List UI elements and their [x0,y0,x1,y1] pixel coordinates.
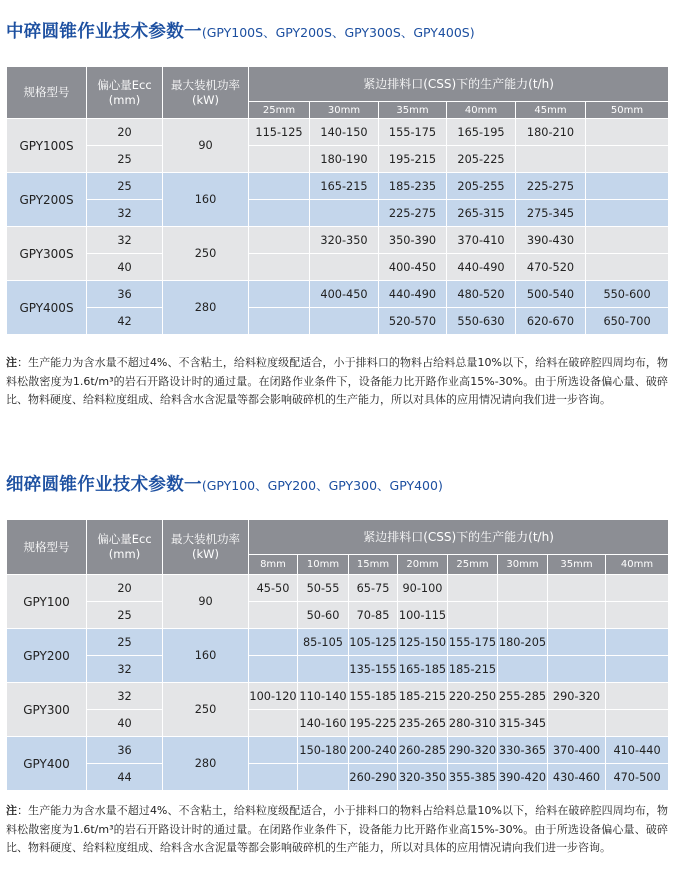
ecc-cell: 20 [87,119,163,146]
capacity-cell: 390-430 [516,227,586,254]
section1-title-sub: (GPY100S、GPY200S、GPY300S、GPY400S) [201,25,475,40]
model-cell: GPY400S [7,281,87,335]
capacity-cell: 350-390 [379,227,447,254]
capacity-cell [249,764,298,791]
header-ecc-label: 偏心量Ecc [97,77,152,92]
header-css-size: 30mm [310,102,379,119]
capacity-cell [606,656,669,683]
capacity-cell: 265-315 [447,200,516,227]
capacity-cell: 470-520 [516,254,586,281]
capacity-cell: 185-215 [398,683,448,710]
capacity-cell: 85-105 [298,629,349,656]
capacity-cell: 200-240 [349,737,398,764]
capacity-cell: 290-320 [448,737,498,764]
ecc-cell: 40 [87,254,163,281]
capacity-cell: 280-310 [448,710,498,737]
model-cell: GPY200 [7,629,87,683]
capacity-cell: 220-250 [448,683,498,710]
spec-table-medium [6,66,669,335]
capacity-cell: 620-670 [516,308,586,335]
capacity-cell: 180-190 [310,146,379,173]
capacity-cell: 480-520 [447,281,516,308]
capacity-cell: 400-450 [379,254,447,281]
capacity-cell: 100-120 [249,683,298,710]
capacity-cell: 165-195 [447,119,516,146]
capacity-cell [606,683,669,710]
capacity-cell [448,602,498,629]
capacity-cell: 65-75 [349,575,398,602]
header-model: 规格型号 [7,520,87,575]
table-row [7,710,669,737]
ecc-cell: 32 [87,656,163,683]
capacity-cell [586,254,669,281]
table-row [7,683,669,710]
header-power-label: 最大装机功率 [171,532,240,546]
header-ecc-unit: (mm) [108,547,141,561]
header-ecc-unit: (mm) [108,92,141,107]
capacity-cell [516,146,586,173]
power-cell: 160 [163,629,249,683]
capacity-cell: 105-125 [349,629,398,656]
header-css-size: 25mm [448,555,498,575]
capacity-cell: 390-420 [498,764,548,791]
capacity-cell: 260-285 [398,737,448,764]
capacity-cell: 70-85 [349,602,398,629]
ecc-cell: 44 [87,764,163,791]
ecc-cell: 25 [87,173,163,200]
header-row [7,67,669,102]
capacity-cell: 165-215 [310,173,379,200]
capacity-cell [498,575,548,602]
capacity-cell: 135-155 [349,656,398,683]
ecc-cell: 40 [87,710,163,737]
capacity-cell: 185-235 [379,173,447,200]
capacity-cell [586,173,669,200]
model-cell: GPY300 [7,683,87,737]
capacity-cell [249,200,310,227]
capacity-cell [249,227,310,254]
capacity-cell: 195-225 [349,710,398,737]
note-2 [6,802,668,858]
table-row [7,200,669,227]
table-row [7,656,669,683]
header-power-unit: (kW) [191,92,219,107]
power-cell: 250 [163,683,249,737]
capacity-cell [249,281,310,308]
capacity-cell [249,737,298,764]
header-ecc [87,520,163,575]
capacity-cell: 290-320 [548,683,606,710]
table-row [7,119,669,146]
capacity-cell [249,710,298,737]
capacity-cell: 260-290 [349,764,398,791]
power-cell: 90 [163,119,249,173]
capacity-cell [249,656,298,683]
table-row [7,254,669,281]
table-row [7,575,669,602]
capacity-cell: 155-175 [448,629,498,656]
header-css-size: 50mm [586,102,669,119]
ecc-cell: 36 [87,281,163,308]
capacity-cell: 355-385 [448,764,498,791]
header-css-size: 25mm [249,102,310,119]
capacity-cell: 650-700 [586,308,669,335]
model-cell: GPY100 [7,575,87,629]
capacity-cell [586,146,669,173]
header-row [7,520,669,555]
header-css-size: 35mm [379,102,447,119]
capacity-cell [548,629,606,656]
table-row [7,764,669,791]
capacity-cell: 440-490 [379,281,447,308]
ecc-cell: 36 [87,737,163,764]
capacity-cell [249,146,310,173]
capacity-cell: 125-150 [398,629,448,656]
table-row [7,629,669,656]
capacity-cell: 140-160 [298,710,349,737]
capacity-cell: 235-265 [398,710,448,737]
capacity-cell: 410-440 [606,737,669,764]
capacity-cell: 50-55 [298,575,349,602]
capacity-cell: 140-150 [310,119,379,146]
header-css-size: 40mm [606,555,669,575]
capacity-cell: 315-345 [498,710,548,737]
capacity-cell: 50-60 [298,602,349,629]
capacity-cell: 400-450 [310,281,379,308]
table-row [7,308,669,335]
capacity-cell: 330-365 [498,737,548,764]
capacity-cell: 255-285 [498,683,548,710]
power-cell: 280 [163,737,249,791]
header-css-size: 35mm [548,555,606,575]
table-row [7,737,669,764]
capacity-cell: 150-180 [298,737,349,764]
capacity-cell [298,656,349,683]
table-row [7,227,669,254]
spec-table-fine [6,519,669,791]
power-cell: 280 [163,281,249,335]
capacity-cell [548,656,606,683]
header-css-size: 45mm [516,102,586,119]
capacity-cell [249,173,310,200]
capacity-cell: 100-115 [398,602,448,629]
capacity-cell [249,629,298,656]
ecc-cell: 25 [87,146,163,173]
power-cell: 90 [163,575,249,629]
header-css-size: 30mm [498,555,548,575]
section2-title-sub: (GPY100、GPY200、GPY300、GPY400) [201,478,443,493]
capacity-cell [586,227,669,254]
ecc-cell: 20 [87,575,163,602]
header-css-size: 40mm [447,102,516,119]
capacity-cell [498,656,548,683]
capacity-cell [310,200,379,227]
table-row [7,281,669,308]
ecc-cell: 32 [87,200,163,227]
capacity-cell: 45-50 [249,575,298,602]
header-ecc-label: 偏心量Ecc [97,532,152,546]
capacity-cell [606,575,669,602]
capacity-cell [310,254,379,281]
capacity-cell: 225-275 [379,200,447,227]
capacity-cell: 180-205 [498,629,548,656]
ecc-cell: 32 [87,683,163,710]
section1-title [6,18,475,43]
capacity-cell: 370-400 [548,737,606,764]
model-cell: GPY100S [7,119,87,173]
header-power [163,520,249,575]
capacity-cell: 275-345 [516,200,586,227]
capacity-cell [249,254,310,281]
table-row [7,146,669,173]
note-text: ：生产能力为含水量不超过4%、不含粘土，给料粒度级配适合，小于排料口的物料占给料总量10%以下，给料在破碎腔四周均布，物料松散密度为1.6t/m³的岩石开路设计时的通过量。在闭路作业条件下，设备能力比开路作业高15%-30%。由于所选设备偏心量、破碎比、物料硬度、给料粒度组成、给料含水含泥量等都会影响破碎机的生产能力，所以对具体的应用情况请向我们进一步咨询。 [6,804,668,855]
capacity-cell: 205-225 [447,146,516,173]
header-capacity: 紧边排料口(CSS)下的生产能力(t/h) [249,67,669,102]
capacity-cell: 550-600 [586,281,669,308]
capacity-cell [586,119,669,146]
capacity-cell [249,308,310,335]
capacity-cell [448,575,498,602]
capacity-cell: 470-500 [606,764,669,791]
header-power [163,67,249,119]
capacity-cell: 320-350 [310,227,379,254]
capacity-cell [586,200,669,227]
header-css-size: 8mm [249,555,298,575]
model-cell: GPY400 [7,737,87,791]
capacity-cell [249,602,298,629]
ecc-cell: 25 [87,602,163,629]
ecc-cell: 25 [87,629,163,656]
capacity-cell: 500-540 [516,281,586,308]
header-power-label: 最大装机功率 [171,77,240,92]
header-css-size: 20mm [398,555,448,575]
capacity-cell: 205-255 [447,173,516,200]
section2-title [6,471,443,496]
capacity-cell: 155-185 [349,683,398,710]
capacity-cell: 370-410 [447,227,516,254]
header-css-size: 10mm [298,555,349,575]
ecc-cell: 32 [87,227,163,254]
capacity-cell [548,575,606,602]
section1-title-main: 中碎圆锥作业技术参数一 [6,22,202,42]
capacity-cell: 440-490 [447,254,516,281]
note-label: 注 [6,356,18,369]
capacity-cell: 115-125 [249,119,310,146]
capacity-cell [298,764,349,791]
note-1 [6,354,668,410]
capacity-cell [548,710,606,737]
capacity-cell: 185-215 [448,656,498,683]
capacity-cell: 155-175 [379,119,447,146]
header-power-unit: (kW) [191,547,219,561]
capacity-cell: 90-100 [398,575,448,602]
model-cell: GPY300S [7,227,87,281]
note-label: 注 [6,804,18,817]
header-ecc [87,67,163,119]
capacity-cell [310,308,379,335]
header-css-size: 15mm [349,555,398,575]
capacity-cell [606,710,669,737]
capacity-cell: 520-570 [379,308,447,335]
capacity-cell: 430-460 [548,764,606,791]
model-cell: GPY200S [7,173,87,227]
section2-title-main: 细碎圆锥作业技术参数一 [6,475,202,495]
table-row [7,602,669,629]
capacity-cell [498,602,548,629]
capacity-cell: 110-140 [298,683,349,710]
header-capacity: 紧边排料口(CSS)下的生产能力(t/h) [249,520,669,555]
capacity-cell: 195-215 [379,146,447,173]
header-model: 规格型号 [7,67,87,119]
power-cell: 250 [163,227,249,281]
ecc-cell: 42 [87,308,163,335]
power-cell: 160 [163,173,249,227]
capacity-cell: 165-185 [398,656,448,683]
table-row [7,173,669,200]
capacity-cell [548,602,606,629]
capacity-cell [606,602,669,629]
capacity-cell: 320-350 [398,764,448,791]
capacity-cell: 180-210 [516,119,586,146]
capacity-cell: 550-630 [447,308,516,335]
note-text: ：生产能力为含水量不超过4%、不含粘土，给料粒度级配适合，小于排料口的物料占给料总量10%以下，给料在破碎腔四周均布，物料松散密度为1.6t/m³的岩石开路设计时的通过量。在闭路作业条件下，设备能力比开路作业高15%-30%。由于所选设备偏心量、破碎比、物料硬度、给料粒度组成、给料含水含泥量等都会影响破碎机的生产能力，所以对具体的应用情况请向我们进一步咨询。 [6,356,668,407]
capacity-cell: 225-275 [516,173,586,200]
capacity-cell [606,629,669,656]
